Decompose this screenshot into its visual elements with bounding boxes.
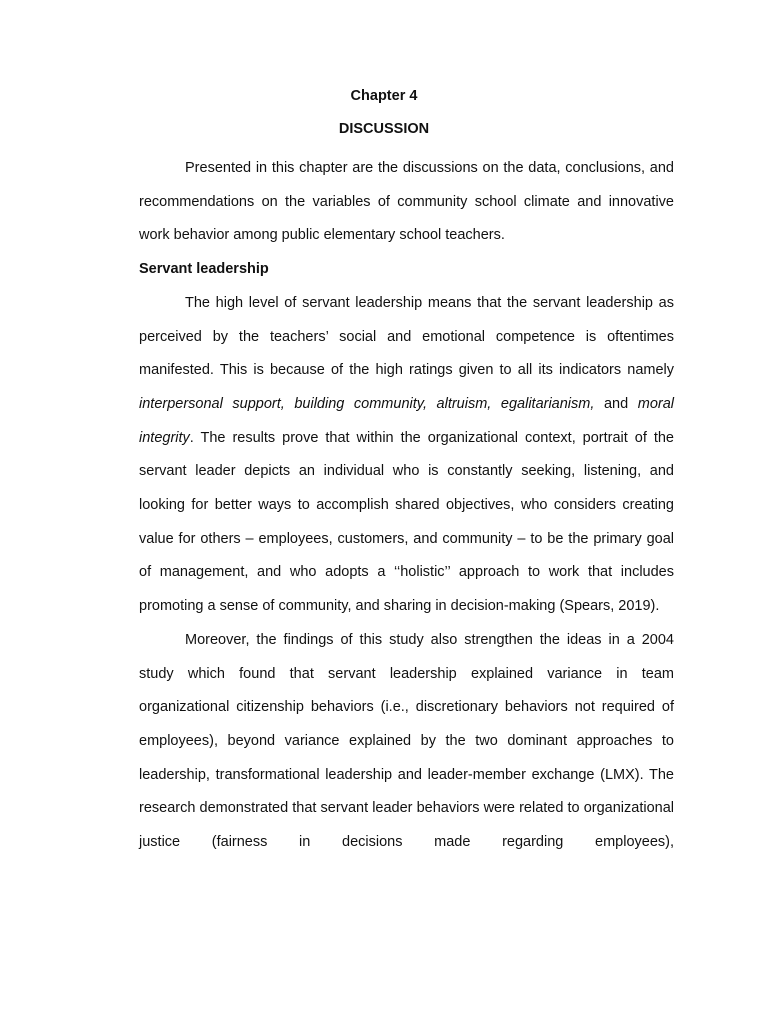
- intro-paragraph: Presented in this chapter are the discussions on the data, conclusions, and recommendations on the variables of community school climate and innovative work behavior among public elementary school teachers.: [139, 160, 674, 244]
- findings-paragraph: Moreover, the findings of this study also strengthen the ideas in a 2004 study which found that servant leadership explained variance in team organizational citizenship behaviors (i.e., discretionary behaviors not required of employees), beyond variance explained by the two dominant approaches to leadership, transformational leadership and leader-member exchange (LMX). The research demonstrated that servant leader behaviors were related to organizational justice (fairness in decisions made regarding employees),: [139, 631, 674, 851]
- paragraph-text: and: [594, 395, 638, 412]
- subheading-servant-leadership: Servant leadership: [139, 261, 269, 278]
- italic-moral-integrity: moral integrity: [139, 395, 674, 446]
- italic-indicators: interpersonal support, building community, altruism, egalitarianism,: [139, 395, 595, 412]
- body-text: [139, 152, 674, 860]
- section-title: DISCUSSION: [338, 121, 430, 137]
- chapter-heading: Chapter 4: [350, 88, 418, 104]
- servant-leadership-paragraph: [139, 287, 674, 624]
- paragraph-text: . The results prove that within the organizational context, portrait of the servant leader depicts an individual who is constantly seeking, listening, and looking for better ways to accomplish shared objectives, who considers creating value for others – employees, customers, and community – to be the primary goal of management, and who adopts a ‘‘holistic’’ approach to work that includes promoting a sense of community, and sharing in decision-making (Spears, 2019).: [139, 429, 674, 615]
- paragraph-text: The high level of servant leadership means that the servant leadership as perceived by the teachers’ social and emotional competence is oftentimes manifested. This is because of the high ratings given to all its indicators namely: [139, 294, 674, 379]
